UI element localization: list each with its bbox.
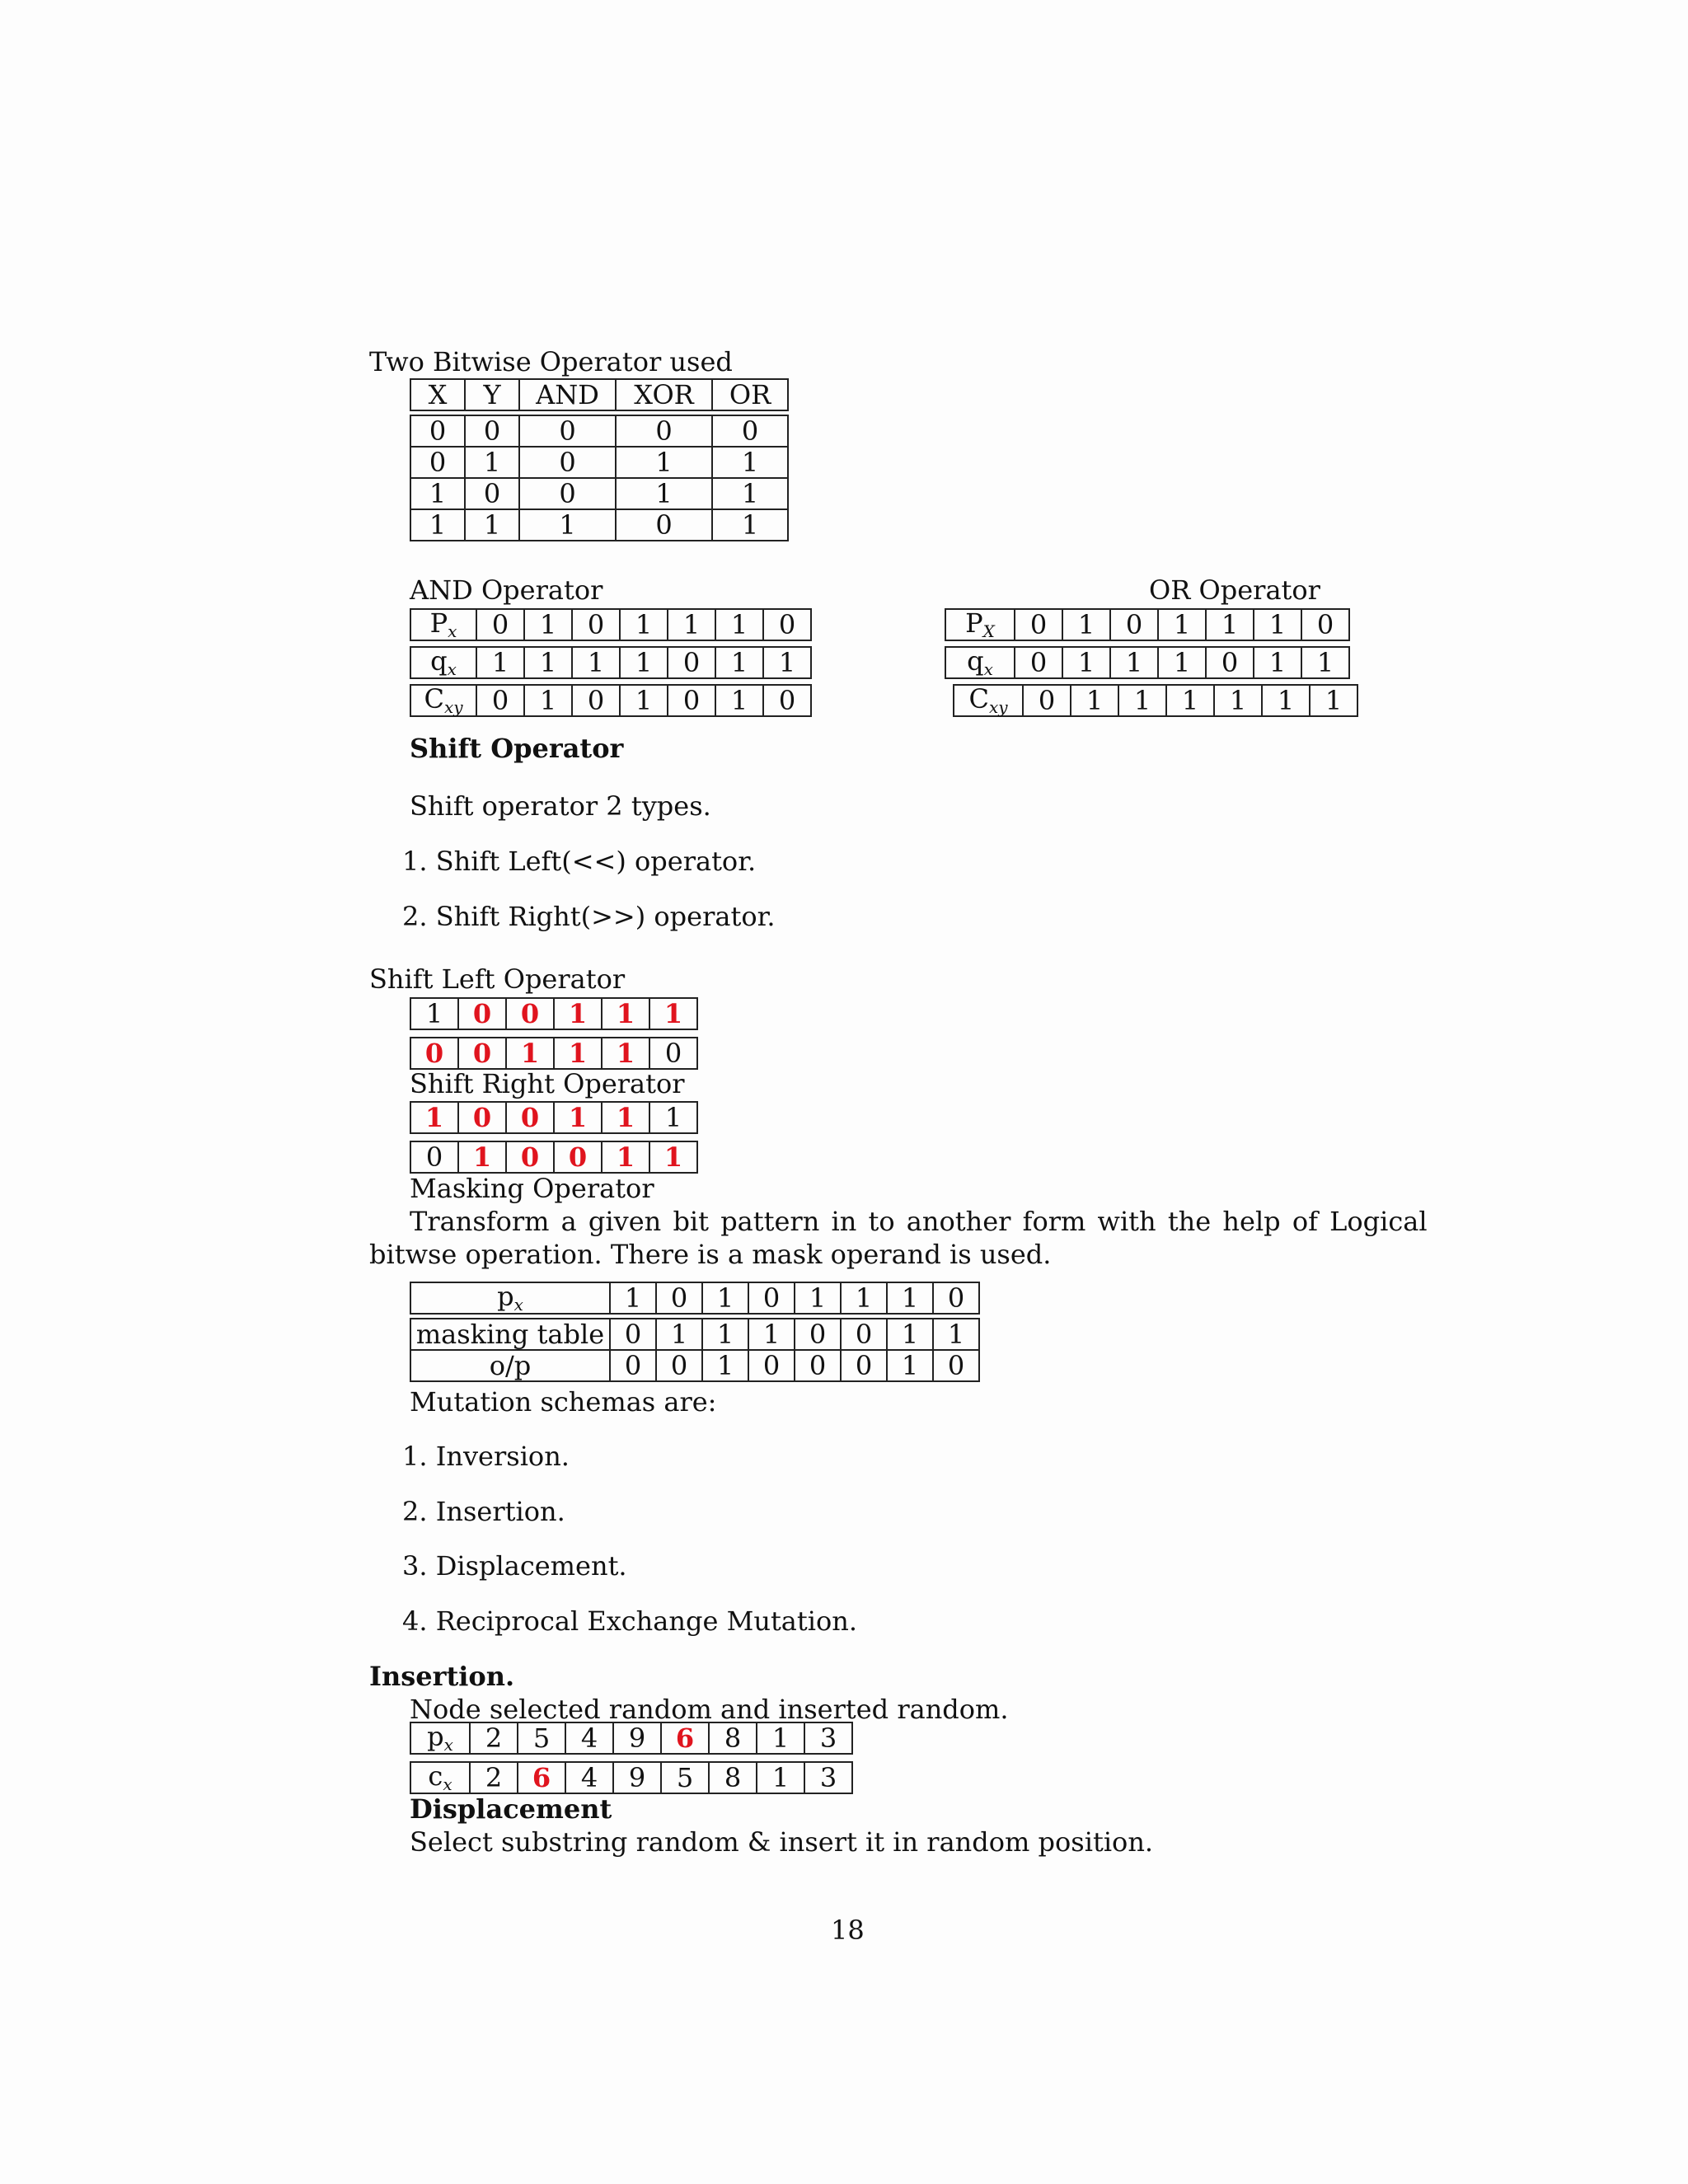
bit-cell: 0 <box>572 685 620 716</box>
row-label: o/p <box>410 1350 610 1381</box>
bit-cell: 1 <box>1301 647 1349 678</box>
table-cell: 0 <box>410 447 465 478</box>
masking-row <box>410 1282 979 1314</box>
bit-cell: 1 <box>702 1319 748 1350</box>
bit-cell: 1 <box>1110 647 1158 678</box>
value-cell: 4 <box>565 1722 613 1754</box>
row-label: $p_x$ <box>410 1722 470 1754</box>
shift-list-item: 2. Shift Right(>>) operator. <box>402 901 776 932</box>
table-cell: 0 <box>519 478 616 509</box>
bit-cell: 1 <box>1254 609 1301 640</box>
bit-cell: 1 <box>649 998 697 1029</box>
shift-table <box>410 1141 698 1174</box>
bit-cell: 1 <box>715 685 763 716</box>
bit-cell: 1 <box>795 1282 841 1314</box>
bit-cell: 0 <box>656 1282 702 1314</box>
masking-caption: Masking Operator <box>410 1173 654 1204</box>
row-label: $q_x$ <box>945 647 1015 678</box>
bit-cell: 1 <box>410 1102 458 1133</box>
table-cell: 0 <box>465 478 519 509</box>
table-cell: 0 <box>712 415 788 447</box>
row-label: $p_x$ <box>410 1282 610 1314</box>
table-cell: 1 <box>410 509 465 541</box>
table-cell: 1 <box>410 478 465 509</box>
bit-cell: 0 <box>458 1102 506 1133</box>
bit-cell: 1 <box>649 1141 697 1173</box>
mutation-list-item: 4. Reciprocal Exchange Mutation. <box>402 1605 858 1637</box>
bit-cell: 1 <box>524 647 572 678</box>
bit-cell: 0 <box>506 1141 554 1173</box>
value-cell: 2 <box>470 1762 518 1793</box>
table-cell: 1 <box>465 509 519 541</box>
truth-table-row <box>410 478 788 509</box>
table-cell: 1 <box>712 478 788 509</box>
bit-cell: 1 <box>715 609 763 640</box>
bit-cell: 1 <box>1062 609 1110 640</box>
masking-paragraph-line-1: Transform a given bit pattern in to another form with the help of Logical <box>410 1206 1428 1237</box>
value-cell: 3 <box>804 1722 852 1754</box>
insertion-text: Node selected random and inserted random. <box>410 1694 1009 1725</box>
bit-cell: 1 <box>1254 647 1301 678</box>
mutation-list-item: 2. Insertion. <box>402 1496 565 1527</box>
bit-cell: 0 <box>476 609 524 640</box>
bit-cell: 1 <box>887 1282 933 1314</box>
shift-list-item: 1. Shift Left(<<) operator. <box>402 846 757 877</box>
bit-cell: 0 <box>933 1282 979 1314</box>
truth-table-caption: Two Bitwise Operator used <box>369 346 733 377</box>
bit-cell: 0 <box>748 1350 795 1381</box>
bit-cell: 1 <box>554 1102 602 1133</box>
bit-cell: 1 <box>649 1102 697 1133</box>
truth-table-row <box>410 415 788 447</box>
bit-cell: 0 <box>1206 647 1254 678</box>
shift-table <box>410 1037 698 1070</box>
insertion-row <box>410 1722 852 1754</box>
table-cell: 0 <box>616 509 712 541</box>
bit-cell: 1 <box>620 647 668 678</box>
bit-cell: 1 <box>572 647 620 678</box>
insertion-table <box>410 1722 853 1755</box>
bit-cell: 0 <box>506 998 554 1029</box>
value-cell: 1 <box>757 1762 804 1793</box>
bit-cell: 1 <box>1158 647 1206 678</box>
bit-cell: 1 <box>1062 647 1110 678</box>
bit-row <box>410 609 811 640</box>
bit-cell: 1 <box>602 998 649 1029</box>
displacement-text: Select substring random & insert it in random position. <box>410 1826 1154 1858</box>
bit-cell: 0 <box>933 1350 979 1381</box>
bit-cell: 1 <box>620 685 668 716</box>
masking-row <box>410 1319 979 1350</box>
bit-row <box>954 685 1357 716</box>
bit-cell: 1 <box>1310 685 1357 716</box>
shift-intro: Shift operator 2 types. <box>410 790 711 822</box>
bit-cell: 1 <box>506 1038 554 1069</box>
bit-cell: 1 <box>1206 609 1254 640</box>
displacement-heading: Displacement <box>410 1793 612 1825</box>
bit-cell: 0 <box>410 1141 458 1173</box>
insertion-row <box>410 1762 852 1793</box>
bit-cell: 0 <box>1023 685 1071 716</box>
bit-cell: 1 <box>702 1282 748 1314</box>
bit-row <box>410 685 811 716</box>
page-number: 18 <box>831 1915 865 1946</box>
bit-cell: 0 <box>1301 609 1349 640</box>
value-cell: 6 <box>518 1762 565 1793</box>
bit-cell: 0 <box>795 1350 841 1381</box>
value-cell: 9 <box>613 1722 661 1754</box>
bit-cell: 1 <box>410 998 458 1029</box>
value-cell: 3 <box>804 1762 852 1793</box>
bit-cell: 1 <box>1158 609 1206 640</box>
bit-cell: 0 <box>668 647 715 678</box>
bit-row-table <box>410 608 812 641</box>
bit-cell: 0 <box>1015 647 1062 678</box>
truth-table-header <box>410 379 788 410</box>
table-cell: 0 <box>465 415 519 447</box>
bit-cell: 0 <box>841 1319 887 1350</box>
bit-cell: 1 <box>656 1319 702 1350</box>
table-cell: 1 <box>712 447 788 478</box>
truth-table-row <box>410 509 788 541</box>
bit-cell: 0 <box>476 685 524 716</box>
bit-cell: 0 <box>668 685 715 716</box>
bit-cell: 1 <box>602 1102 649 1133</box>
bit-cell: 1 <box>1214 685 1262 716</box>
header-cell: XOR <box>616 379 712 410</box>
bit-cell: 0 <box>1110 609 1158 640</box>
header-cell: AND <box>519 379 616 410</box>
value-cell: 5 <box>518 1722 565 1754</box>
bit-cell: 0 <box>610 1350 656 1381</box>
bit-row-table <box>945 608 1350 641</box>
truth-table-row <box>410 447 788 478</box>
bit-cell: 1 <box>841 1282 887 1314</box>
or-operator-caption: OR Operator <box>1149 574 1320 606</box>
bit-cell: 0 <box>410 1038 458 1069</box>
bit-cell: 1 <box>602 1141 649 1173</box>
shift-left-caption: Shift Left Operator <box>369 963 626 995</box>
mutation-list-item: 3. Displacement. <box>402 1550 627 1582</box>
masking-table <box>410 1282 980 1382</box>
shift-row <box>410 998 697 1029</box>
bit-cell: 1 <box>1262 685 1310 716</box>
bit-row-table <box>953 684 1358 717</box>
bit-cell: 1 <box>610 1282 656 1314</box>
bit-cell: 0 <box>649 1038 697 1069</box>
row-label: $q_x$ <box>410 647 476 678</box>
truth-table <box>410 378 789 541</box>
insertion-heading: Insertion. <box>369 1661 515 1692</box>
table-cell: 0 <box>410 415 465 447</box>
header-cell: Y <box>465 379 519 410</box>
bit-row <box>945 647 1349 678</box>
value-cell: 6 <box>661 1722 709 1754</box>
shift-right-caption: Shift Right Operator <box>410 1068 685 1099</box>
row-label: $c_x$ <box>410 1762 470 1793</box>
table-cell: 1 <box>519 509 616 541</box>
bit-cell: 0 <box>458 998 506 1029</box>
bit-cell: 0 <box>656 1350 702 1381</box>
row-label: $P_x$ <box>410 609 476 640</box>
bit-cell: 0 <box>572 609 620 640</box>
bit-cell: 0 <box>795 1319 841 1350</box>
row-label: masking table <box>410 1319 610 1350</box>
shift-row <box>410 1102 697 1133</box>
bit-cell: 1 <box>748 1319 795 1350</box>
header-cell: X <box>410 379 465 410</box>
mutation-intro: Mutation schemas are: <box>410 1386 717 1418</box>
value-cell: 8 <box>709 1722 757 1754</box>
bit-cell: 0 <box>763 685 811 716</box>
bit-cell: 1 <box>620 609 668 640</box>
bit-cell: 1 <box>702 1350 748 1381</box>
bit-cell: 1 <box>1166 685 1214 716</box>
table-cell: 0 <box>519 415 616 447</box>
shift-row <box>410 1038 697 1069</box>
bit-row-table <box>410 684 812 717</box>
shift-table <box>410 1101 698 1134</box>
shift-row <box>410 1141 697 1173</box>
bit-cell: 1 <box>602 1038 649 1069</box>
masking-paragraph-line-2: bitwse operation. There is a mask operand is used. <box>369 1239 1052 1270</box>
value-cell: 2 <box>470 1722 518 1754</box>
bit-cell: 1 <box>668 609 715 640</box>
bit-cell: 1 <box>458 1141 506 1173</box>
bit-cell: 0 <box>748 1282 795 1314</box>
bit-cell: 1 <box>476 647 524 678</box>
insertion-table <box>410 1761 853 1794</box>
value-cell: 4 <box>565 1762 613 1793</box>
bit-cell: 1 <box>524 685 572 716</box>
bit-cell: 1 <box>554 998 602 1029</box>
bit-cell: 0 <box>554 1141 602 1173</box>
bit-cell: 0 <box>841 1350 887 1381</box>
bit-cell: 1 <box>554 1038 602 1069</box>
bit-cell: 1 <box>763 647 811 678</box>
row-label: $C_{xy}$ <box>410 685 476 716</box>
table-cell: 0 <box>519 447 616 478</box>
table-cell: 1 <box>616 447 712 478</box>
header-cell: OR <box>712 379 788 410</box>
bit-cell: 1 <box>1118 685 1166 716</box>
bit-cell: 0 <box>763 609 811 640</box>
bit-cell: 0 <box>458 1038 506 1069</box>
bit-cell: 0 <box>1015 609 1062 640</box>
value-cell: 8 <box>709 1762 757 1793</box>
bit-cell: 1 <box>887 1319 933 1350</box>
bit-row <box>410 647 811 678</box>
row-label: $C_{xy}$ <box>954 685 1023 716</box>
shift-operator-heading: Shift Operator <box>410 733 624 764</box>
bit-cell: 1 <box>524 609 572 640</box>
shift-table <box>410 997 698 1030</box>
table-cell: 1 <box>616 478 712 509</box>
masking-row <box>410 1350 979 1381</box>
value-cell: 9 <box>613 1762 661 1793</box>
bit-cell: 0 <box>506 1102 554 1133</box>
table-cell: 1 <box>465 447 519 478</box>
bit-cell: 1 <box>1071 685 1118 716</box>
bit-cell: 1 <box>715 647 763 678</box>
table-cell: 1 <box>712 509 788 541</box>
value-cell: 5 <box>661 1762 709 1793</box>
and-operator-caption: AND Operator <box>410 574 603 606</box>
bit-cell: 0 <box>610 1319 656 1350</box>
value-cell: 1 <box>757 1722 804 1754</box>
bit-row-table <box>945 646 1350 679</box>
bit-row-table <box>410 646 812 679</box>
table-cell: 0 <box>616 415 712 447</box>
bit-cell: 1 <box>887 1350 933 1381</box>
bit-row <box>945 609 1349 640</box>
mutation-list-item: 1. Inversion. <box>402 1441 570 1472</box>
bit-cell: 1 <box>933 1319 979 1350</box>
row-label: $P_X$ <box>945 609 1015 640</box>
